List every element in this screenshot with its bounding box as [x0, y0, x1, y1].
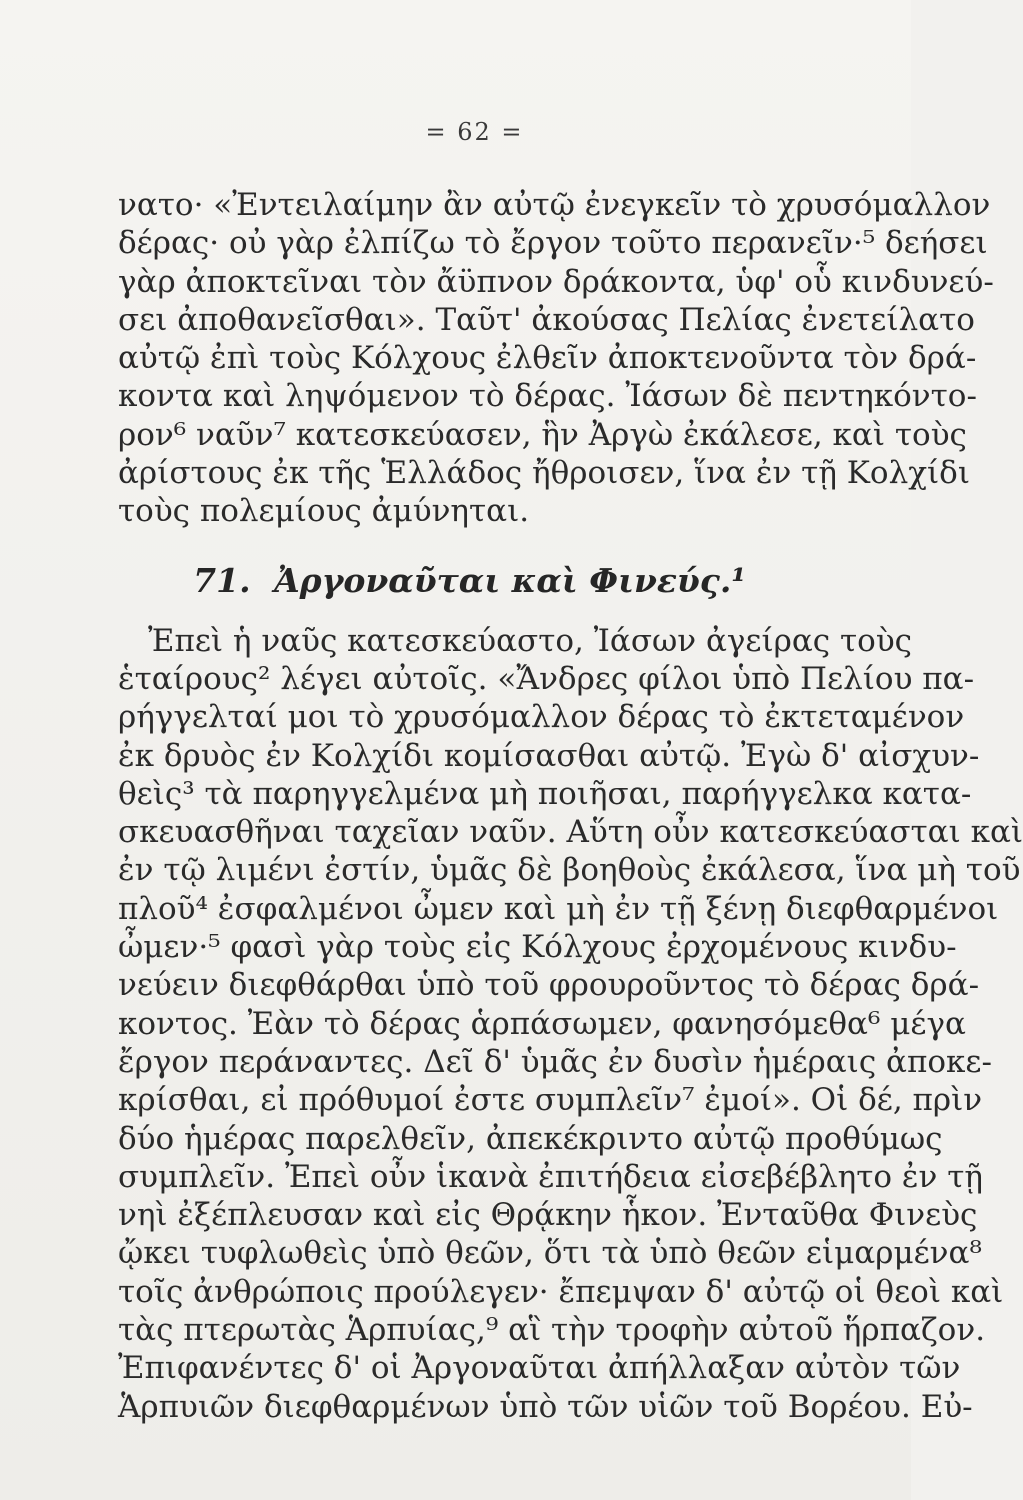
section-heading	[88, 561, 851, 600]
text-line: δύο ἡμέρας παρελθεῖν, ἀπεκέκριντο αὐτῷ προθύμως	[118, 1120, 943, 1157]
text-line: κοντος. Ἐὰν τὸ δέρας ἁρπάσωμεν, φανησόμεθα⁶ μέγα	[118, 1005, 966, 1042]
text-line: γὰρ ἀποκτεῖναι τὸν ἄϋπνον δράκοντα, ὑφ' οὗ κινδυνεύ-	[118, 263, 994, 300]
text-line: αὐτῷ ἐπὶ τοὺς Κόλχους ἐλθεῖν ἀποκτενοῦντα τὸν δρά-	[118, 340, 977, 377]
text-line: κοντα καὶ ληψόμενον τὸ δέρας. Ἰάσων δὲ πεντηκόντο-	[118, 378, 977, 415]
text-line: σκευασθῆναι ταχεῖαν ναῦν. Αὕτη οὖν κατεσκεύασται καὶ	[118, 814, 1023, 851]
text-line: Ἁρπυιῶν διεφθαρμένων ὑπὸ τῶν υἱῶν τοῦ Βορέου. Εὐ-	[118, 1388, 973, 1425]
text-line: κρίσθαι, εἰ πρόθυμοί ἐστε συμπλεῖν⁷ ἐμοί». Οἱ δέ, πρὶν	[118, 1082, 983, 1119]
text-line: ἀρίστους ἐκ τῆς Ἑλλάδος ἤθροισεν, ἵνα ἐν τῇ Κολχίδι	[118, 455, 970, 492]
text-line: ἑταίρους² λέγει αὐτοῖς. «Ἄνδρες φίλοι ὑπὸ Πελίου πα-	[118, 660, 975, 697]
text-line: τοὺς πολεμίους ἀμύνηται.	[118, 493, 530, 530]
text-line: συμπλεῖν. Ἐπεὶ οὖν ἱκανὰ ἐπιτήδεια εἰσεβέβλητο ἐν τῇ	[118, 1158, 983, 1195]
text-line: ἐν τῷ λιμένι ἐστίν, ὑμᾶς δὲ βοηθοὺς ἐκάλεσα, ἵνα μὴ τοῦ	[118, 852, 1021, 889]
text-line: πλοῦ⁴ ἐσφαλμένοι ὦμεν καὶ μὴ ἐν τῇ ξένῃ διεφθαρμένοι	[118, 890, 999, 927]
text-line: ρον⁶ ναῦν⁷ κατεσκεύασεν, ἣν Ἀργὼ ἐκάλεσε, καὶ τοὺς	[118, 416, 967, 453]
paragraph-1	[118, 186, 994, 531]
text-line: ὦμεν·⁵ φασὶ γὰρ τοὺς εἰς Κόλχους ἐρχομένους κινδυ-	[118, 929, 957, 966]
section-title: Ἀργοναῦται καὶ Φινεύς.¹	[274, 560, 746, 600]
text-line: ᾤκει τυφλωθεὶς ὑπὸ θεῶν, ὅτι τὰ ὑπὸ θεῶν εἱμαρμένα⁸	[118, 1235, 982, 1272]
text-line: νατο· «Ἐντειλαίμην ἂν αὐτῷ ἐνεγκεῖν τὸ χρυσόμαλλον	[118, 187, 991, 223]
text-line: σει ἀποθανεῖσθαι». Ταῦτ' ἀκούσας Πελίας ἐνετείλατο	[118, 301, 975, 338]
paragraph-2	[118, 622, 1023, 1426]
text-line: τὰς πτερωτὰς Ἁρπυίας,⁹ αἳ τὴν τροφὴν αὐτοῦ ἥρπαζον.	[118, 1312, 986, 1349]
section-number: 71.	[193, 560, 251, 600]
text-line: δέρας· οὐ γὰρ ἐλπίζω τὸ ἔργον τοῦτο περανεῖν·⁵ δεήσει	[118, 225, 988, 262]
text-line: νεύειν διεφθάρθαι ὑπὸ τοῦ φρουροῦντος τὸ δέρας δρά-	[118, 967, 980, 1004]
text-line: Ἐπιφανέντες δ' οἱ Ἀργοναῦται ἀπήλλαξαν αὐτὸν τῶν	[118, 1350, 961, 1387]
text-line: ρήγγελταί μοι τὸ χρυσόμαλλον δέρας τὸ ἐκτεταμένον	[118, 699, 965, 736]
page-number: = 62 =	[425, 118, 524, 146]
text-line: θεὶς³ τὰ παρηγγελμένα μὴ ποιῆσαι, παρήγγελκα κατα-	[118, 775, 972, 812]
text-line: τοῖς ἀνθρώποις προύλεγεν· ἔπεμψαν δ' αὐτῷ οἱ θεοὶ καὶ	[118, 1273, 1004, 1310]
text-line: νηὶ ἐξέπλευσαν καὶ εἰς Θρᾴκην ἧκον. Ἐνταῦθα Φινεὺς	[118, 1197, 978, 1234]
text-line: ἐκ δρυὸς ἐν Κολχίδι κομίσασθαι αὐτῷ. Ἐγὼ δ' αἰσχυν-	[118, 737, 980, 774]
text-line: Ἐπεὶ ἡ ναῦς κατεσκεύαστο, Ἰάσων ἀγείρας τοὺς	[148, 622, 913, 659]
text-line: ἔργον περάναντες. Δεῖ δ' ὑμᾶς ἐν δυσὶν ἡμέραις ἀποκε-	[118, 1043, 992, 1080]
